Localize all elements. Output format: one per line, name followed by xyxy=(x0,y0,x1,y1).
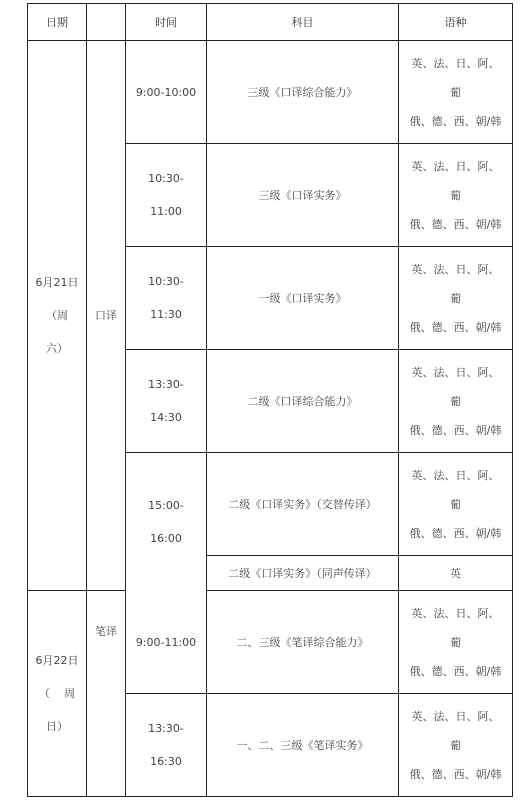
row8-time xyxy=(126,694,206,796)
row7-lang-1: 英、法、日、阿、 xyxy=(411,606,500,620)
header-language-text: 语种 xyxy=(444,15,467,29)
row3-lang-2: 葡 xyxy=(450,291,461,305)
row1-language xyxy=(399,41,512,143)
row8-lang-1: 英、法、日、阿、 xyxy=(411,709,500,723)
row3-subject xyxy=(207,247,398,349)
row4-language xyxy=(399,350,512,452)
row7-time xyxy=(126,591,206,693)
day2-date-cell xyxy=(28,591,86,796)
row2-language xyxy=(399,144,512,246)
row8-subject xyxy=(207,694,398,796)
header-blank xyxy=(87,4,125,40)
row5-lang-2: 葡 xyxy=(450,497,461,511)
row4-lang-1: 英、法、日、阿、 xyxy=(411,365,500,379)
row3-time-start: 10:30- xyxy=(148,275,184,288)
row1-subject xyxy=(207,41,398,143)
row2-lang-3: 俄、德、西、朝/韩 xyxy=(409,217,502,231)
day2-date: 6月22日 xyxy=(35,654,79,667)
row2-subject xyxy=(207,144,398,246)
row4-time-start: 13:30- xyxy=(148,378,184,391)
row7-subject xyxy=(207,591,398,693)
row2-lang-2: 葡 xyxy=(450,188,461,202)
header-subject-text: 科目 xyxy=(291,15,314,29)
row1-lang-1: 英、法、日、阿、 xyxy=(411,56,500,70)
row1-subject-text: 三级《口译综合能力》 xyxy=(247,85,358,99)
row6-language xyxy=(399,556,512,590)
row8-lang-2: 葡 xyxy=(450,738,461,752)
row6-subject-text: 二级《口译实务》（同声传译） xyxy=(228,566,377,580)
header-date xyxy=(28,4,86,40)
row8-time-end: 16:30 xyxy=(150,755,182,768)
day2-type: 笔译 xyxy=(95,624,117,638)
row5-subject-text: 二级《口译实务》（交替传译） xyxy=(228,497,377,511)
header-language xyxy=(399,4,512,40)
header-time xyxy=(126,4,206,40)
table-border-right xyxy=(512,3,513,797)
row3-lang-3: 俄、德、西、朝/韩 xyxy=(409,320,502,334)
row1-time-start: 9:00-10:00 xyxy=(135,85,197,99)
day1-type-cell xyxy=(87,41,125,590)
day2-weekday-open: （ 周 xyxy=(39,687,75,700)
row4-time-end: 14:30 xyxy=(150,411,182,424)
row3-language xyxy=(399,247,512,349)
header-date-text: 日期 xyxy=(46,15,68,29)
row2-time xyxy=(126,144,206,246)
row6-lang-1: 英 xyxy=(450,566,461,580)
row1-lang-2: 葡 xyxy=(450,85,461,99)
row2-lang-1: 英、法、日、阿、 xyxy=(411,159,500,173)
day1-type: 口译 xyxy=(95,309,117,322)
row1-lang-3: 俄、德、西、朝/韩 xyxy=(409,114,502,128)
row4-subject xyxy=(207,350,398,452)
row3-time xyxy=(126,247,206,349)
row8-time-start: 13:30- xyxy=(148,722,184,735)
day1-date: 6月21日 xyxy=(35,276,79,289)
day2-type-cell xyxy=(87,591,125,671)
row2-time-start: 10:30- xyxy=(148,172,184,185)
row5-time xyxy=(126,453,206,590)
row3-lang-1: 英、法、日、阿、 xyxy=(411,262,500,276)
row7-lang-2: 葡 xyxy=(450,635,461,649)
row8-subject-text: 一、二、三级《笔译实务》 xyxy=(236,738,369,752)
row5-time-end: 16:00 xyxy=(150,531,182,545)
row7-language xyxy=(399,591,512,693)
row6-subject xyxy=(207,556,398,590)
row5-language xyxy=(399,453,512,555)
day2-weekday-close: 日） xyxy=(46,720,68,733)
row4-time xyxy=(126,350,206,452)
row8-language xyxy=(399,694,512,796)
row2-subject-text: 三级《口译实务》 xyxy=(258,188,347,202)
row7-lang-3: 俄、德、西、朝/韩 xyxy=(409,664,502,678)
row4-subject-text: 二级《口译综合能力》 xyxy=(247,394,358,408)
row2-time-end: 11:00 xyxy=(150,205,182,218)
row8-lang-3: 俄、德、西、朝/韩 xyxy=(409,767,502,781)
row3-subject-text: 一级《口译实务》 xyxy=(258,291,347,305)
row5-lang-3: 俄、德、西、朝/韩 xyxy=(409,526,502,540)
day1-weekday-open: （周 xyxy=(46,309,68,322)
row7-time-start: 9:00-11:00 xyxy=(135,635,197,649)
row3-time-end: 11:30 xyxy=(150,308,182,321)
row1-time xyxy=(126,41,206,143)
row5-subject xyxy=(207,453,398,555)
table-border-bottom xyxy=(27,796,513,797)
day1-weekday-close: 六） xyxy=(46,342,68,355)
row7-subject-text: 二、三级《笔译综合能力》 xyxy=(236,635,369,649)
row4-lang-3: 俄、德、西、朝/韩 xyxy=(409,423,502,437)
header-time-text: 时间 xyxy=(155,15,177,29)
row4-lang-2: 葡 xyxy=(450,394,461,408)
row5-time-start: 15:00- xyxy=(148,498,184,512)
day1-date-cell xyxy=(28,41,86,590)
header-subject xyxy=(207,4,398,40)
row5-lang-1: 英、法、日、阿、 xyxy=(411,468,500,482)
